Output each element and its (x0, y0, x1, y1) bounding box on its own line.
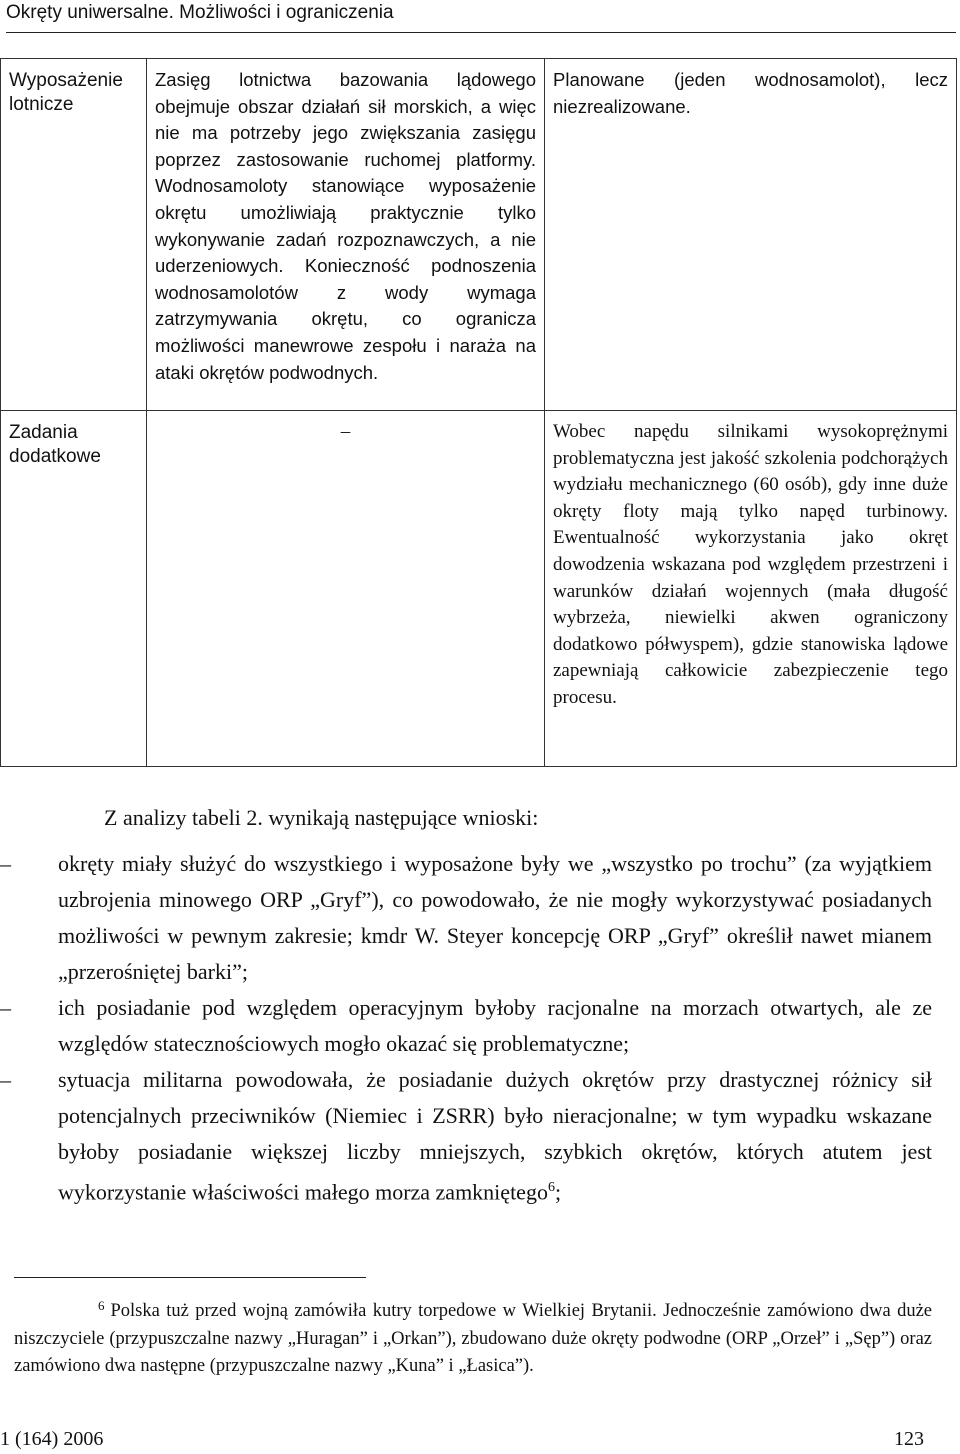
footnote-reference[interactable]: 6 (547, 1180, 555, 1195)
conclusions-list (0, 846, 960, 1210)
footnote-text: Polska tuż przed wojną zamówiła kutry torpedowe w Wielkiej Brytanii. Jednocześnie zamówiono dwa duże niszczyciele (przypuszczalne nazwy „Huragan” i „Orkan”), zbudowano duże okręty podwodne (ORP „Orzeł” i „Sęp”) oraz zamówiono dwa następne (przypuszczalne nazwy „Kuna” i „Łasica”). (14, 1301, 932, 1376)
main-text (0, 800, 960, 1210)
table-cell: Wobec napędu silnikami wysokoprężnymi problematyczna jest jakość szkolenia podchorążych wydziału mechanicznego (60 osób), gdy inne duże okręty floty mają tylko napęd turbinowy. Ewentualność wykorzystania jako okręt dowodzenia wskazana pod względem przestrzeni i warunków działań wojennych (mała długość wybrzeża, niewielki akwen ograniczony dodatkowo półwyspem), gdzie stanowiska lądowe zapewniają całkowicie zabezpieczenie tego procesu. (545, 411, 957, 767)
table-row (1, 411, 957, 767)
list-item-text: okręty miały służyć do wszystkiego i wyposażone były we „wszystko po trochu” (za wyjątkiem uzbrojenia minowego ORP „Gryf”), co powodowało, że nie mogły wykorzystywać posiadanych możliwości w pewnym zakresie; kmdr W. Steyer koncepcję ORP „Gryf” określił nawet mianem „przerośniętej barki”; (58, 851, 932, 984)
list-item (0, 846, 960, 990)
dash-marker: – (0, 851, 11, 876)
list-item-tail: ; (554, 1179, 562, 1205)
table-row (1, 59, 957, 411)
table-cell: Planowane (jeden wodnosamolot), lecz niezrealizowane. (545, 59, 957, 411)
dash-marker: – (0, 1067, 11, 1092)
list-item (0, 1062, 960, 1210)
row-label: Wyposażenie lotnicze (1, 59, 147, 411)
table-cell: – (147, 411, 545, 767)
running-header (6, 0, 956, 33)
issue-number: 1 (164) 2006 (0, 1428, 104, 1450)
list-item (0, 990, 960, 1062)
list-item-text: sytuacja militarna powodowała, że posiadanie dużych okrętów przy drastycznej różnicy sił potencjalnych przeciwników (Niemiec i ZSRR) było nieracjonalne; w tym wypadku wskazane byłoby posiadanie większej liczby mniejszych, szybkich okrętów, których atutem jest wykorzystanie właściwości małego morza zamkniętego (58, 1067, 932, 1205)
conclusions-intro: Z analizy tabeli 2. wynikają następujące wnioski: (104, 805, 539, 830)
row-label: Zadania dodatkowe (1, 411, 147, 767)
table-cell: Zasięg lotnictwa bazowania lądowego obejmuje obszar działań sił morskich, a więc nie ma potrzeby jego zwiększania zasięgu poprzez zastosowanie ruchomej platformy. Wodnosamoloty stanowiące wyposażenie okrętu umożliwiają praktycznie tylko wykonywanie zadań rozpoznawczych, a nie uderzeniowych. Konieczność podnoszenia wodnosamolotów z wody wymaga zatrzymywania okrętu, co ogranicza możliwości manewrowe zespołu i naraża na ataki okrętów podwodnych. (147, 59, 545, 411)
comparison-table (0, 58, 957, 767)
dash-marker: – (0, 995, 11, 1020)
running-header-title: Okręty uniwersalne. Możliwości i ograniczenia (6, 2, 394, 23)
list-item-text: ich posiadanie pod względem operacyjnym byłoby racjonalne na morzach otwartych, ale ze względów statecznościowych mogło okazać się problematyczne; (58, 995, 932, 1056)
footnote (14, 1292, 932, 1381)
footnote-separator (14, 1277, 366, 1278)
page-number: 123 (894, 1428, 924, 1450)
footnote-number: 6 (98, 1298, 105, 1313)
